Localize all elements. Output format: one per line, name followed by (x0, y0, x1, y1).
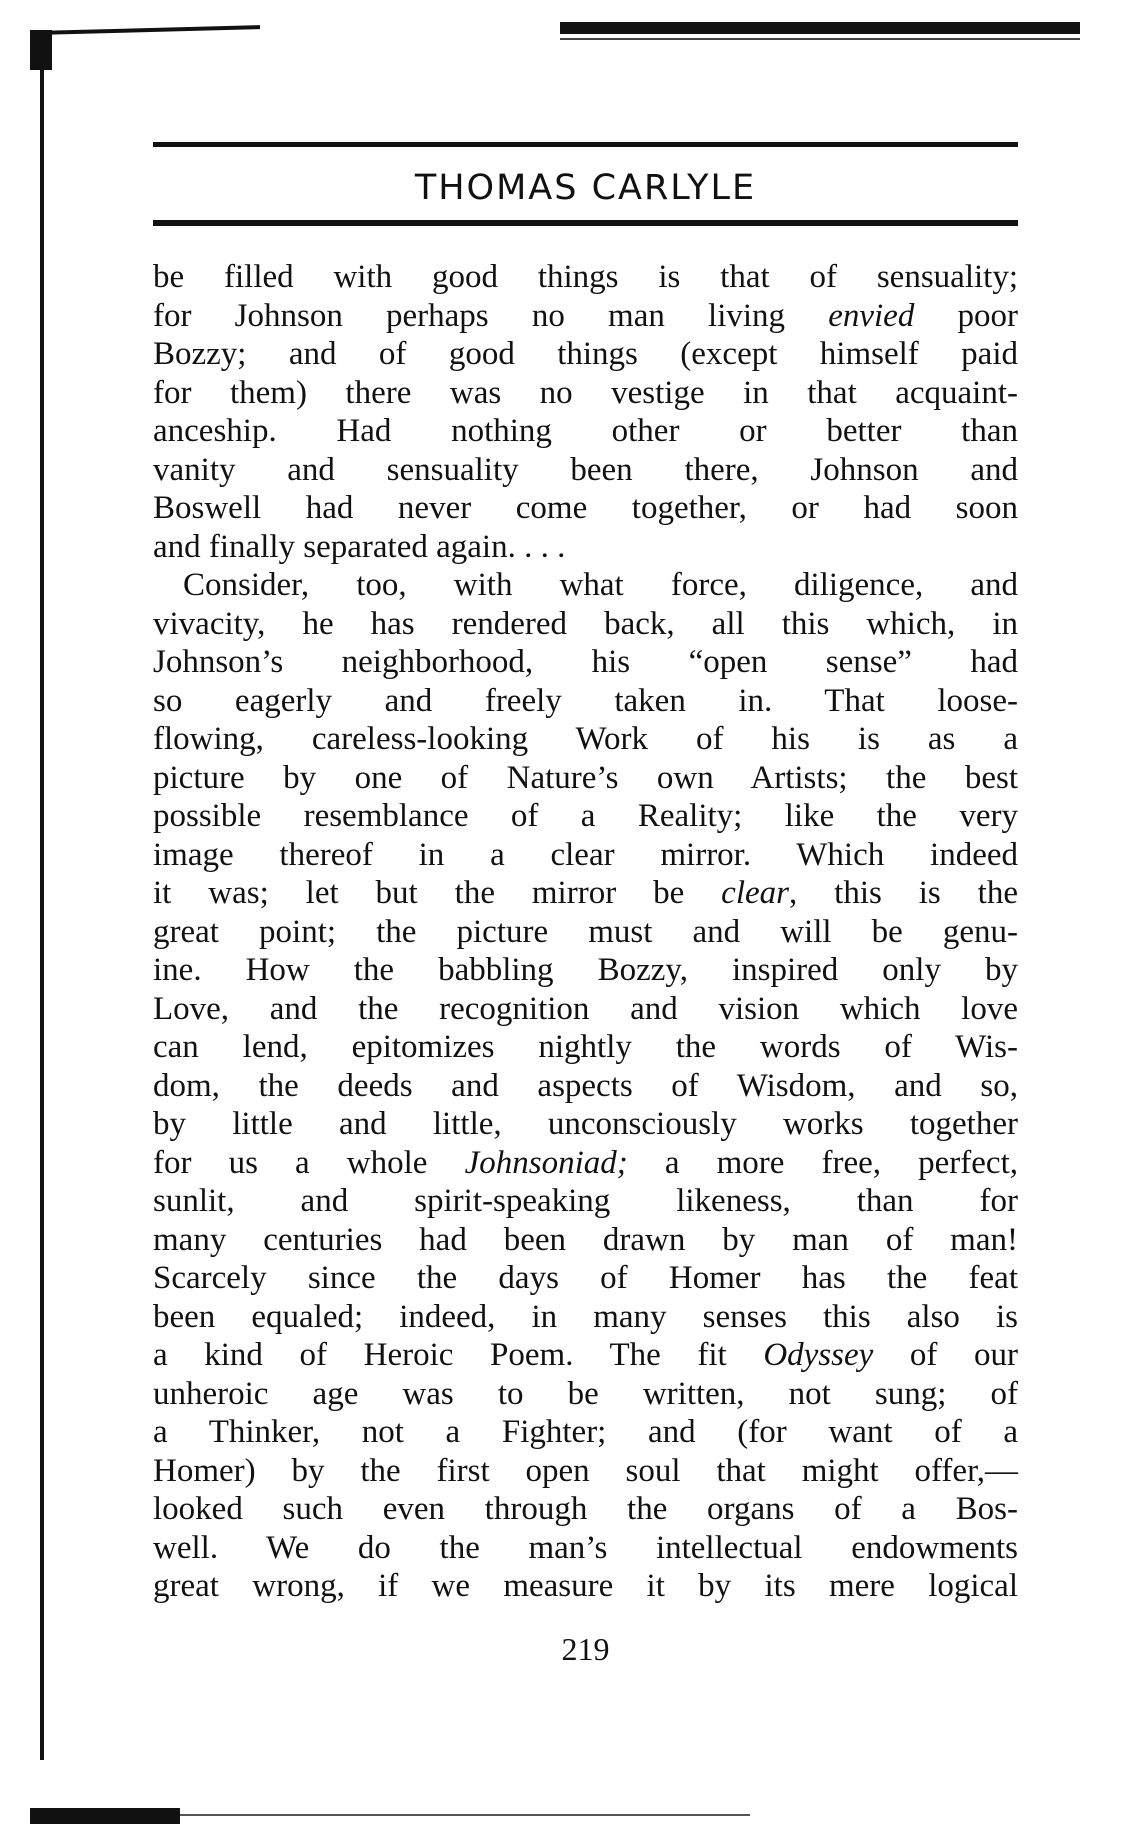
text-line: be filled with good things is that of sensuality; (153, 259, 1018, 295)
text-line: by little and little, unconsciously works together (153, 1106, 1018, 1142)
text-line: for us a whole Johnsoniad; a more free, perfect, (153, 1144, 1018, 1181)
text-line: picture by one of Nature’s own Artists; the best (153, 759, 1018, 796)
text-line: many centuries had been drawn by man of man! (153, 1221, 1018, 1258)
text-line: Consider, too, with what force, diligence, and (183, 567, 1018, 603)
italic-text: Odyssey (763, 1337, 874, 1373)
scan-edge-mark (30, 1808, 180, 1824)
italic-text: Johnsoniad; (464, 1144, 628, 1181)
text-line: for Johnson perhaps no man living envied poor (153, 297, 1019, 334)
text-line: a kind of Heroic Poem. The fit Odyssey of our (153, 1337, 1018, 1373)
text-line: ine. How the babbling Bozzy, inspired only by (153, 952, 1018, 988)
header-rule-bottom (153, 220, 1018, 226)
text-line: looked such even through the organs of a Bos- (153, 1491, 1018, 1527)
scan-edge-mark (40, 25, 260, 35)
text-line: Love, and the recognition and vision which love (153, 990, 1018, 1027)
text-line: sunlit, and spirit-speaking likeness, than for (153, 1183, 1018, 1219)
text-line: Bozzy; and of good things (except himself paid (153, 336, 1018, 372)
text-line: vivacity, he has rendered back, all this which, in (153, 605, 1018, 642)
italic-text: envied (828, 297, 915, 334)
body-text (153, 258, 1018, 1606)
text-line: dom, the deeds and aspects of Wisdom, and so, (153, 1067, 1018, 1104)
text-line: unheroic age was to be written, not sung; of (153, 1375, 1018, 1412)
scan-edge-mark (180, 1814, 750, 1816)
text-line: a Thinker, not a Fighter; and (for want of a (153, 1414, 1018, 1450)
text-line: great wrong, if we measure it by its mere logical (153, 1568, 1018, 1604)
header-rule-top (153, 142, 1018, 147)
text-line: been equaled; indeed, in many senses this also is (153, 1298, 1018, 1335)
text-line: vanity and sensuality been there, Johnson and (153, 451, 1018, 488)
running-title: THOMAS CARLYLE (414, 168, 757, 208)
text-line: image thereof in a clear mirror. Which indeed (153, 836, 1018, 873)
text-line: flowing, careless-looking Work of his is as a (153, 721, 1018, 757)
scan-edge-mark (560, 38, 1080, 40)
text-line: for them) there was no vestige in that acquaint- (153, 374, 1018, 411)
text-line: Johnson’s neighborhood, his “open sense” had (153, 644, 1018, 680)
italic-text: clear (721, 875, 789, 911)
text-line: anceship. Had nothing other or better than (153, 413, 1018, 449)
scan-edge-mark (560, 22, 1080, 34)
text-line: and finally separated again. . . . (153, 528, 566, 565)
text-line: can lend, epitomizes nightly the words of Wis- (153, 1029, 1018, 1065)
text-line: Scarcely since the days of Homer has the feat (153, 1260, 1018, 1296)
page-left-border (40, 60, 44, 1760)
text-line: it was; let but the mirror be clear, this is the (153, 875, 1018, 911)
text-line: so eagerly and freely taken in. That loose- (153, 682, 1018, 719)
text-line: Homer) by the first open soul that might offer,— (153, 1452, 1018, 1489)
text-line: possible resemblance of a Reality; like the very (153, 798, 1018, 834)
text-line: well. We do the man’s intellectual endowments (153, 1529, 1018, 1566)
page-number: 219 (561, 1631, 610, 1667)
text-line: great point; the picture must and will be genu- (153, 913, 1018, 950)
text-line: Boswell had never come together, or had soon (153, 490, 1018, 526)
